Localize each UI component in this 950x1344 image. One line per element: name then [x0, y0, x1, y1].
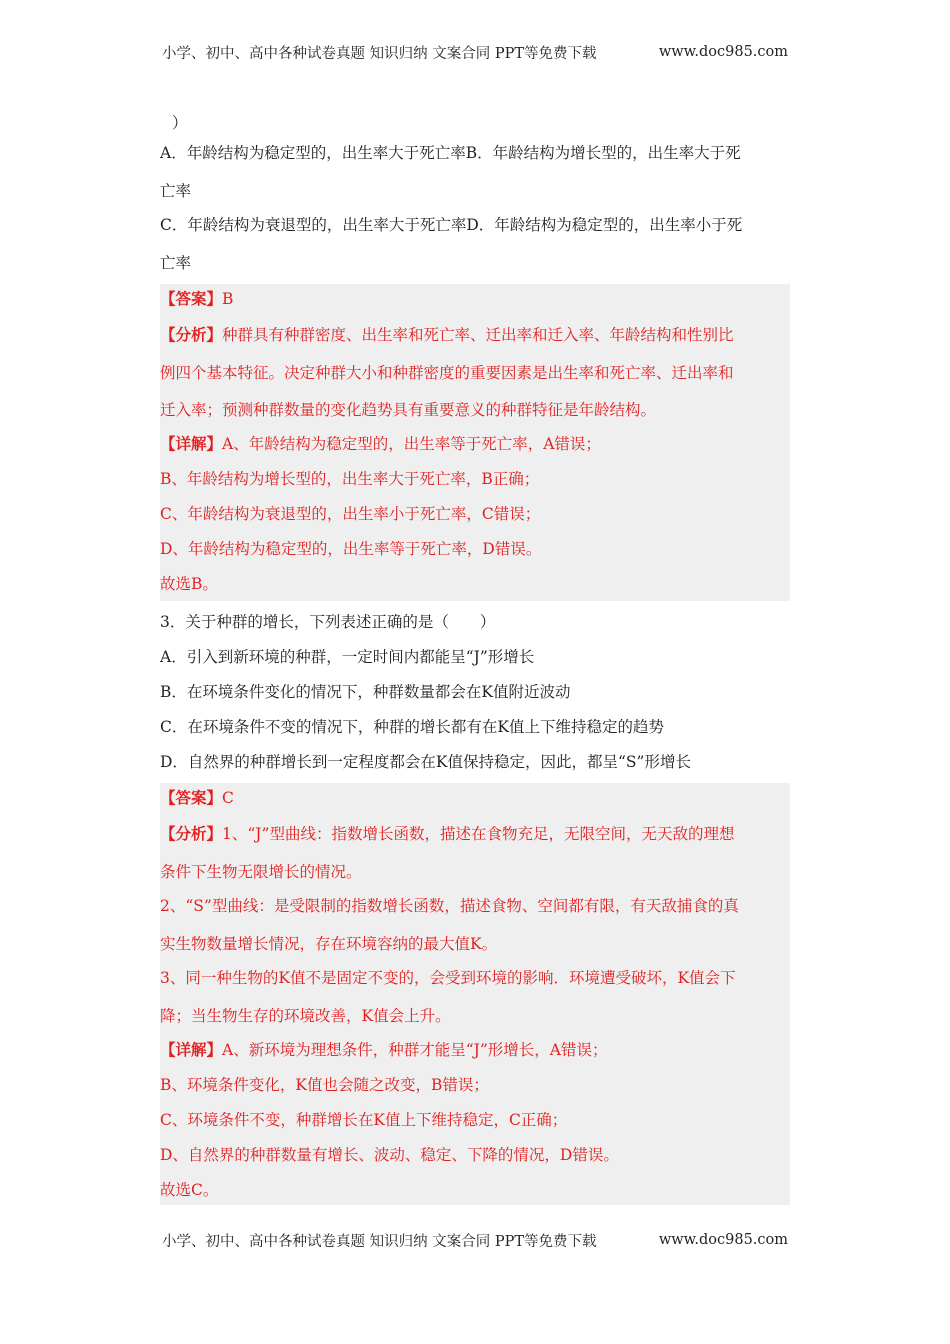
- option-line: A．年龄结构为稳定型的，出生率大于死亡率B．年龄结构为增长型的，出生率大于死: [160, 144, 741, 162]
- detail-line: B、环境条件变化，K值也会随之改变，B错误；: [160, 1076, 489, 1094]
- detail-line: [160, 1039, 790, 1074]
- detail-line: 故选C。: [160, 1181, 219, 1199]
- option-line: A．引入到新环境的种群，一定时间内都能呈“J”形增长: [160, 648, 535, 666]
- answer-line: [160, 787, 790, 823]
- detail-line: D、自然界的种群数量有增长、波动、稳定、下降的情况，D错误。: [160, 1146, 619, 1164]
- detail-line: 故选B。: [160, 575, 218, 593]
- answer-block-2: [160, 284, 790, 601]
- answer-value: B: [222, 290, 234, 308]
- option-line: B．在环境条件变化的情况下，种群数量都会在K值附近波动: [160, 683, 571, 701]
- answer-value: C: [222, 789, 234, 807]
- question-2-stem-tail: ）: [172, 114, 188, 132]
- page-header: [162, 41, 788, 63]
- question-2: [160, 112, 790, 278]
- analysis-line: 3、同一种生物的K值不是固定不变的，会受到环境的影响．环境遭受破坏，K值会下: [160, 969, 736, 987]
- footer-url: www.doc985.com: [658, 1232, 788, 1248]
- analysis-tag: 【分析】: [160, 824, 223, 843]
- analysis-line: 条件下生物无限增长的情况。: [160, 863, 362, 881]
- analysis-line: 迁入率；预测种群数量的变化趋势具有重要意义的种群特征是年龄结构。: [160, 401, 657, 419]
- detail-line: [160, 433, 790, 468]
- document-body: [160, 112, 790, 1205]
- analysis-text: 种群具有种群密度、出生率和死亡率、迁出率和迁入率、年龄结构和性别比: [222, 326, 734, 344]
- analysis-line: [160, 823, 790, 861]
- analysis-line: [160, 324, 790, 362]
- question-3: [160, 611, 790, 777]
- detail-line: C、环境条件不变，种群增长在K值上下维持稳定，C正确；: [160, 1111, 568, 1129]
- answer-tag: 【答案】: [160, 788, 223, 807]
- option-line: 亡率: [160, 182, 192, 200]
- detail-tag: 【详解】: [160, 1040, 223, 1059]
- header-text: 小学、初中、高中各种试卷真题 知识归纳 文案合同 PPT等免费下载: [162, 45, 597, 62]
- answer-block-3: [160, 783, 790, 1205]
- detail-line: C、年龄结构为衰退型的，出生率小于死亡率，C错误；: [160, 505, 541, 523]
- analysis-line: 降；当生物生存的环境改善，K值会上升。: [160, 1007, 451, 1025]
- answer-tag: 【答案】: [160, 289, 223, 308]
- option-line: C．在环境条件不变的情况下，种群的增长都有在K值上下维持稳定的趋势: [160, 718, 664, 736]
- detail-text: A、年龄结构为稳定型的，出生率等于死亡率，A错误；: [222, 435, 601, 453]
- analysis-line: 例四个基本特征。决定种群大小和种群密度的重要因素是出生率和死亡率、迁出率和: [160, 364, 734, 382]
- detail-text: A、新环境为理想条件，种群才能呈“J”形增长，A错误；: [222, 1041, 608, 1059]
- analysis-line: 2、“S”型曲线：是受限制的指数增长函数，描述食物、空间都有限，有天敌捕食的真: [160, 897, 739, 915]
- analysis-tag: 【分析】: [160, 325, 223, 344]
- detail-line: B、年龄结构为增长型的，出生率大于死亡率，B正确；: [160, 470, 540, 488]
- header-url: www.doc985.com: [658, 44, 788, 60]
- answer-line: [160, 288, 790, 324]
- option-line: C．年龄结构为衰退型的，出生率大于死亡率D．年龄结构为稳定型的，出生率小于死: [160, 216, 743, 234]
- question-3-stem: 3．关于种群的增长，下列表述正确的是（ ）: [160, 613, 496, 631]
- page-footer: [162, 1229, 788, 1251]
- analysis-line: 实生物数量增长情况，存在环境容纳的最大值K。: [160, 935, 498, 953]
- detail-line: D、年龄结构为稳定型的，出生率等于死亡率，D错误。: [160, 540, 542, 558]
- option-line: D．自然界的种群增长到一定程度都会在K值保持稳定，因此，都呈“S”形增长: [160, 753, 691, 771]
- analysis-text: 1、“J”型曲线：指数增长函数，描述在食物充足，无限空间，无天敌的理想: [222, 825, 735, 843]
- detail-tag: 【详解】: [160, 434, 223, 453]
- option-line: 亡率: [160, 254, 192, 272]
- footer-text: 小学、初中、高中各种试卷真题 知识归纳 文案合同 PPT等免费下载: [162, 1233, 597, 1250]
